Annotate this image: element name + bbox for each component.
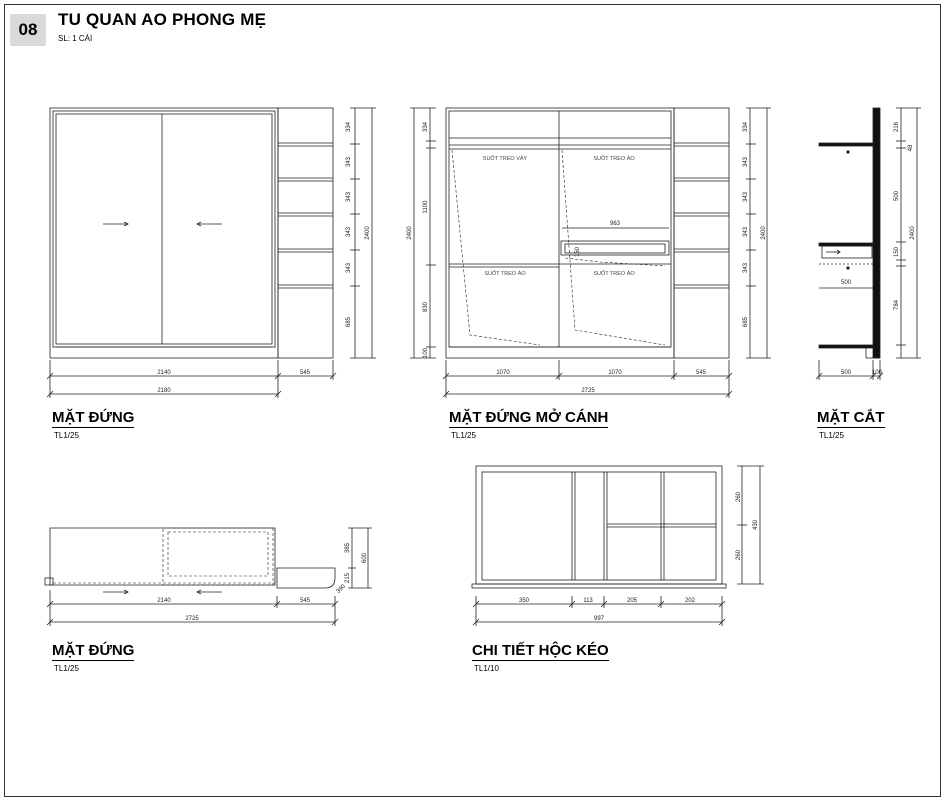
dim-text: 113 bbox=[583, 598, 593, 604]
dim-text: 334 bbox=[346, 121, 352, 133]
view-label-elevation-open: MẶT ĐỨNG MỞ CÁNH bbox=[449, 409, 609, 426]
dim-text: 784 bbox=[894, 299, 900, 311]
dim-text: 343 bbox=[743, 226, 749, 238]
dim-text: 343 bbox=[346, 226, 352, 238]
section-view bbox=[819, 108, 921, 380]
dim-text: 500 bbox=[894, 190, 900, 202]
dim-text: 685 bbox=[346, 316, 352, 328]
view-label-elevation: MẶT ĐỨNG bbox=[52, 409, 135, 426]
annotation-hanging-shirt: SUỐT TREO ÁO bbox=[593, 271, 635, 277]
dim-text: 343 bbox=[346, 262, 352, 274]
view-scale: TL1/25 bbox=[451, 431, 476, 440]
view-scale: TL1/10 bbox=[474, 664, 499, 673]
dim-text: 545 bbox=[299, 370, 311, 376]
view-scale: TL1/25 bbox=[54, 431, 79, 440]
dim-text: 100 bbox=[423, 347, 429, 359]
dim-text: 2725 bbox=[581, 388, 595, 394]
dim-text: 260 bbox=[736, 549, 742, 561]
dim-text: 390 bbox=[335, 583, 347, 595]
view-label-elevation: MẶT ĐỨNG bbox=[52, 642, 135, 659]
view-label-drawer-detail: CHI TIẾT HỘC KÉO bbox=[472, 642, 609, 659]
dim-text: 1070 bbox=[608, 370, 622, 376]
page-number: 08 bbox=[10, 14, 46, 46]
dim-text: 343 bbox=[743, 156, 749, 168]
dim-text: 150 bbox=[575, 246, 581, 258]
annotation-hanging-shirt: SUỐT TREO ÁO bbox=[484, 271, 526, 277]
dim-text: 1070 bbox=[496, 370, 510, 376]
dim-text: 430 bbox=[753, 519, 759, 531]
dim-text: 260 bbox=[736, 491, 742, 503]
dim-text: 205 bbox=[626, 598, 638, 604]
dim-text: 685 bbox=[743, 316, 749, 328]
dim-text: 385 bbox=[345, 542, 351, 554]
dim-text: 350 bbox=[518, 598, 530, 604]
dim-text: 830 bbox=[423, 301, 429, 313]
dim-text: 500 bbox=[840, 280, 852, 286]
dim-text: 2180 bbox=[157, 388, 171, 394]
view-scale: TL1/25 bbox=[819, 431, 844, 440]
dim-text: 2400 bbox=[761, 226, 767, 240]
drawer-detail-view bbox=[472, 466, 764, 626]
dim-text: 2400 bbox=[407, 226, 413, 240]
dim-text: 2400 bbox=[365, 226, 371, 240]
dim-text: 343 bbox=[743, 191, 749, 203]
view-scale: TL1/25 bbox=[54, 664, 79, 673]
dim-text: 997 bbox=[593, 616, 605, 622]
elevation-view-open bbox=[410, 108, 771, 398]
sheet-quantity: SL: 1 CÁI bbox=[58, 34, 93, 43]
dim-text: 343 bbox=[346, 156, 352, 168]
dim-text: 150 bbox=[894, 246, 900, 258]
dim-text: 2725 bbox=[185, 616, 199, 622]
elevation-view-closed bbox=[50, 108, 376, 398]
dim-text: 2400 bbox=[910, 226, 916, 240]
dim-text: 600 bbox=[362, 552, 368, 564]
dim-text: 343 bbox=[346, 191, 352, 203]
dim-text: 48 bbox=[908, 144, 914, 152]
dim-text: 343 bbox=[743, 262, 749, 274]
dim-text: 545 bbox=[299, 598, 311, 604]
sheet-title: TU QUAN AO PHONG MẸ bbox=[58, 10, 267, 29]
annotation-hanging-shirt: SUỐT TREO ÁO bbox=[593, 156, 635, 162]
dim-text: 334 bbox=[423, 121, 429, 133]
dim-text: 2140 bbox=[157, 598, 171, 604]
elevation-view-plan bbox=[45, 528, 372, 626]
dim-text: 500 bbox=[840, 370, 852, 376]
view-label-section: MẶT CẮT bbox=[817, 409, 885, 426]
dim-text: 1100 bbox=[423, 200, 429, 214]
dim-text: 2140 bbox=[157, 370, 171, 376]
annotation-hanging-dress: SUỐT TREO VÁY bbox=[482, 156, 528, 162]
dim-text: 334 bbox=[743, 121, 749, 133]
dim-text: 215 bbox=[345, 572, 351, 584]
dim-text: 202 bbox=[684, 598, 696, 604]
dim-text: 100 bbox=[871, 370, 883, 376]
dim-text: 545 bbox=[695, 370, 707, 376]
dim-text: 216 bbox=[894, 121, 900, 133]
dim-text: 963 bbox=[609, 221, 621, 227]
